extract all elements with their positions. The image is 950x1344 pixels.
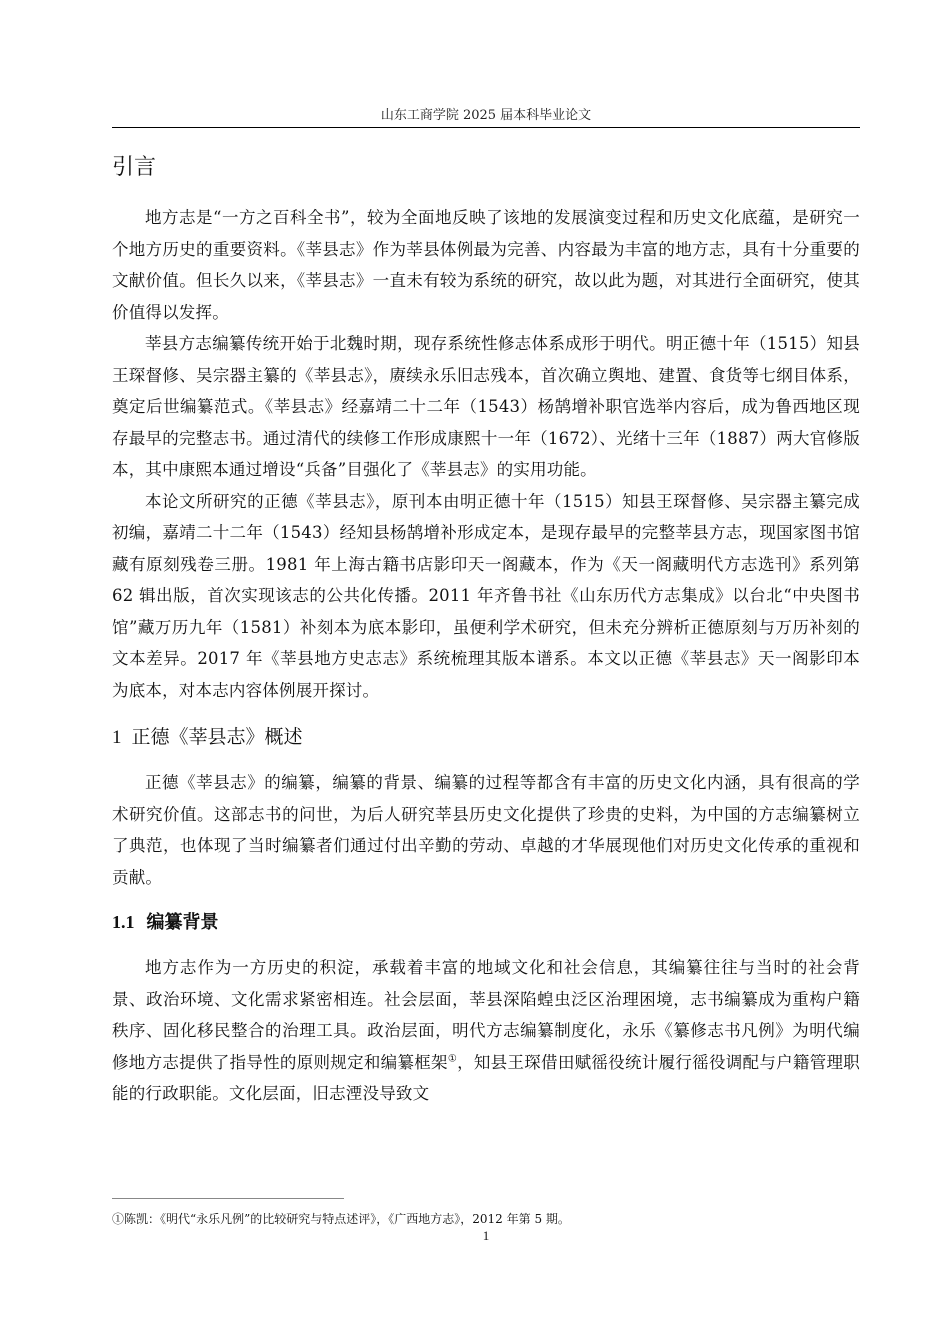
chapter-1-number: 1 (112, 727, 122, 748)
footnote-reference[interactable]: ① (447, 1053, 458, 1064)
section-1-1-paragraph-1 (112, 952, 860, 1110)
intro-paragraph-1: 地方志是“一方之百科全书”，较为全面地反映了该地的发展演变过程和历史文化底蕴，是研究一个地方历史的重要资料。《莘县志》作为莘县体例最为完善、内容最为丰富的地方志，具有十分重要的文献价值。但长久以来，《莘县志》一直未有较为系统的研究，故以此为题，对其进行全面研究，使其价值得以发挥。 (112, 208, 860, 322)
chapter-1-heading (112, 722, 860, 753)
intro-paragraph-2: 莘县方志编纂传统开始于北魏时期，现存系统性修志体系成形于明代。明正德十年（1515）知县王琛督修、吴宗器主纂的《莘县志》，赓续永乐旧志残本，首次确立舆地、建置、食货等七纲目体系，奠定后世编纂范式。《莘县志》经嘉靖二十二年（1543）杨鹄增补职官选举内容后，成为鲁西地区现存最早的完整志书。通过清代的续修工作形成康熙十一年（1672）、光绪十三年（1887）两大官修版本，其中康熙本通过增设“兵备”目强化了《莘县志》的实用功能。 (112, 334, 860, 479)
page-content (112, 148, 860, 1110)
intro-paragraph-3: 本论文所研究的正德《莘县志》，原刊本由明正德十年（1515）知县王琛督修、吴宗器主纂完成初编，嘉靖二十二年（1543）经知县杨鹄增补形成定本，是现存最早的完整莘县方志，现国家图书馆藏有原刻残卷三册。1981 年上海古籍书店影印天一阁藏本，作为《天一阁藏明代方志选刊》系列第 62 辑出版，首次实现该志的公共化传播。2011 年齐鲁书社《山东历代方志集成》以台北“中央图书馆”藏万历九年（1581）补刻本为底本影印，虽便利学术研究，但未充分辨析正德原刻与万历补刻的文本差异。2017 年《莘县地方史志志》系统梳理其版本谱系。本文以正德《莘县志》天一阁影印本为底本，对本志内容体例展开探讨。 (112, 491, 860, 700)
section-1-1-heading (112, 907, 860, 938)
footnote: ①陈凯：《明代“永乐凡例”的比较研究与特点述评》，《广西地方志》，2012 年第 5 期。 (112, 1212, 570, 1226)
page-number: 1 (482, 1228, 490, 1243)
header-rule (112, 127, 860, 128)
chapter-1-title: 正德《莘县志》概述 (131, 726, 303, 748)
section-1-1-title: 编纂背景 (146, 912, 219, 933)
intro-heading: 引言 (112, 155, 157, 180)
section-1-1-number: 1.1 (112, 912, 135, 932)
chapter-1-paragraph-1: 正德《莘县志》的编纂，编纂的背景、编纂的过程等都含有丰富的历史文化内涵，具有很高的学术研究价值。这部志书的问世，为后人研究莘县历史文化提供了珍贵的史料，为中国的方志编纂树立了典范，也体现了当时编纂者们通过付出辛勤的劳动、卓越的才华展现他们对历史文化传承的重视和贡献。 (112, 773, 860, 887)
footnote-rule (112, 1198, 344, 1199)
running-header: 山东工商学院 2025 届本科毕业论文 (380, 108, 592, 123)
paragraph-text-after-ref: ，知县王琛借田赋徭役统计履行徭役调配与户籍管理职能的行政职能。文化层面，旧志湮没导致文 (112, 1052, 860, 1103)
paragraph-text-before-ref: 地方志作为一方历史的积淀，承载着丰富的地域文化和社会信息，其编纂往往与当时的社会背景、政治环境、文化需求紧密相连。社会层面，莘县深陷蝗虫泛区治理困境，志书编纂成为重构户籍秩序、固化移民整合的治理工具。政治层面，明代方志编纂制度化，永乐《纂修志书凡例》为明代编修地方志提供了指导性的原则规定和编纂框架 (112, 958, 860, 1072)
